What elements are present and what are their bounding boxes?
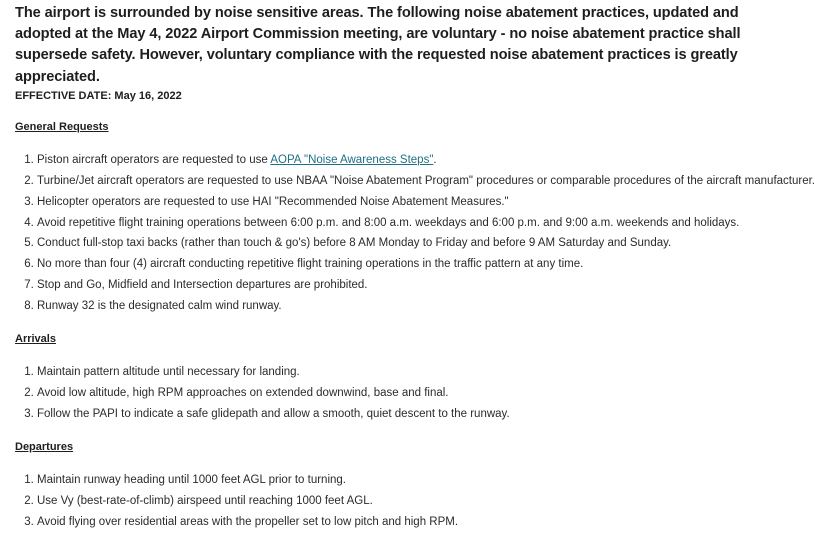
list-item: 5. Conduct full-stop taxi backs (rather than touch & go's) before 8 AM Monday to Friday and before 9 AM Saturday and Sunday. <box>37 233 767 254</box>
list-item: 2. Turbine/Jet aircraft operators are requested to use NBAA "Noise Abatement Program" procedures or comparable procedures of the aircraft manufacturer. <box>37 171 767 192</box>
arrivals-list <box>15 362 767 425</box>
departures-list <box>15 470 767 533</box>
general-requests-list <box>15 150 815 317</box>
intro-paragraph: The airport is surrounded by noise sensitive areas. The following noise abatement practices, updated and adopted at the May 4, 2022 Airport Commission meeting, are voluntary - no noise abatement practice shall supersede safety. However, voluntary compliance with the requested noise abatement practices is greatly appreciated. <box>15 5 741 85</box>
list-item: 2. Avoid low altitude, high RPM approaches on extended downwind, base and final. <box>37 383 767 404</box>
effective-date: EFFECTIVE DATE: May 16, 2022 <box>15 89 182 102</box>
page-content <box>15 3 815 547</box>
list-item <box>37 150 767 171</box>
list-item: 2. Use Vy (best-rate-of-climb) airspeed until reaching 1000 feet AGL. <box>37 491 767 512</box>
aopa-noise-awareness-link[interactable]: AOPA "Noise Awareness Steps" <box>270 153 434 166</box>
list-item-text: Piston aircraft operators are requested to use <box>37 153 271 166</box>
list-item: 7. Stop and Go, Midfield and Intersection departures are prohibited. <box>37 275 767 296</box>
list-item: 3. Avoid flying over residential areas with the propeller set to low pitch and high RPM. <box>37 512 767 533</box>
list-item: 3. Follow the PAPI to indicate a safe glidepath and allow a smooth, quiet descent to the runway. <box>37 404 767 425</box>
list-item: 3. Helicopter operators are requested to use HAI "Recommended Noise Abatement Measures." <box>37 192 767 213</box>
list-item: 4. Avoid repetitive flight training operations between 6:00 p.m. and 8:00 a.m. weekdays and 6:00 p.m. and 9:00 a.m. weekends and holidays. <box>37 213 767 234</box>
departures-heading: Departures <box>15 440 74 453</box>
list-item: 1. Maintain pattern altitude until necessary for landing. <box>37 362 767 383</box>
general-requests-heading: General Requests <box>15 120 109 133</box>
list-item: 1. Maintain runway heading until 1000 feet AGL prior to turning. <box>37 470 767 491</box>
list-item-text: . <box>433 153 437 166</box>
list-item: 6. No more than four (4) aircraft conducting repetitive flight training operations in the traffic pattern at any time. <box>37 254 767 275</box>
list-item: 8. Runway 32 is the designated calm wind runway. <box>37 296 767 317</box>
arrivals-heading: Arrivals <box>15 333 56 346</box>
